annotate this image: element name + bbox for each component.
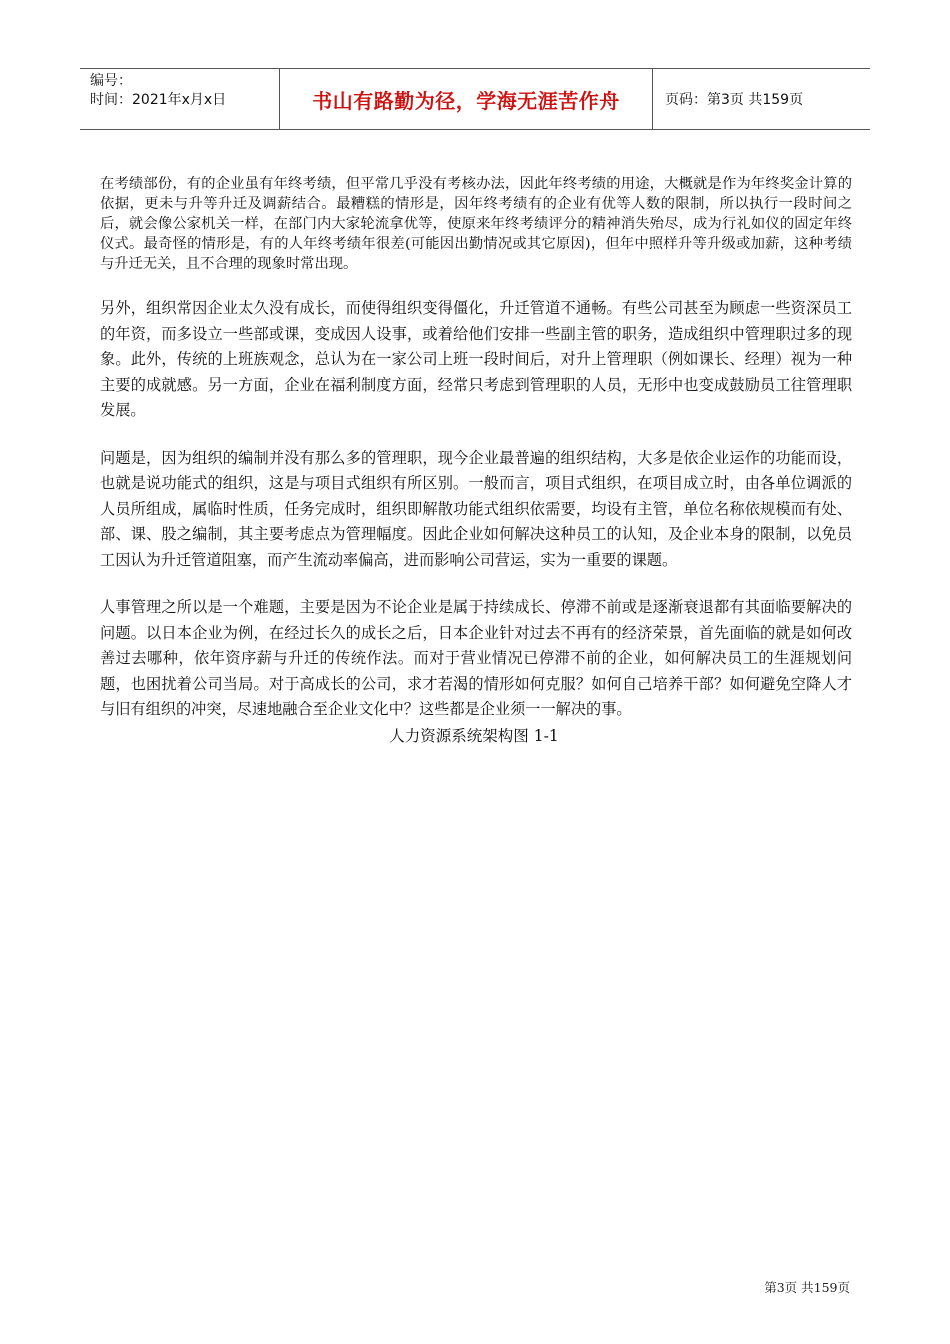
page-header [80,68,870,130]
paragraph-appraisal: 在考绩部份，有的企业虽有年终考绩，但平常几乎没有考核办法，因此年终考绩的用途，大概就是作为年终奖金计算的依据，更未与升等升迁及调薪结合。最糟糕的情形是，因年终考绩有的企业有优等人数的限制，所以执行一段时间之后，就会像公家机关一样，在部门内大家轮流拿优等，使原来年终考绩评分的精神消失殆尽，成为行礼如仪的固定年终仪式。最奇怪的情形是，有的人年终考绩年很差(可能因出勤情况或其它原因)，但年中照样升等升级或加薪，这种考绩与升迁无关，且不合理的现象时常出现。 [100,176,852,272]
figure-caption: 人力资源系统架构图 1-1 [389,726,559,745]
header-page-code: 页码：第3页 共159页 [665,92,804,108]
header-motto: 书山有路勤为径，学海无涯苦作舟 [280,69,653,129]
header-meta-cell [80,69,280,129]
date-text: 时间：2021年x月x日 [90,92,227,108]
document-body [100,174,852,748]
page-footer: 第3页 共159页 [764,1280,850,1295]
doc-number-label: 编号： [90,73,132,89]
paragraph-personnel: 人事管理之所以是一个难题，主要是因为不论企业是属于持续成长、停滞不前或是逐渐衰退都有其面临要解决的问题。以日本企业为例，在经过长久的成长之后，日本企业针对过去不再有的经济荣景，首先面临的就是如何改善过去哪种，依年资序薪与升迁的传统作法。而对于营业情况已停滞不前的企业，如何解决员工的生涯规划问题，也困扰着公司当局。对于高成长的公司，求才若渴的情形如何克服？如何自己培养干部？如何避免空降人才与旧有组织的冲突，尽速地融合至企业文化中？这些都是企业须一一解决的事。 [100,598,852,718]
paragraph-organization: 另外，组织常因企业太久没有成长，而使得组织变得僵化，升迁管道不通畅。有些公司甚至为顾虑一些资深员工的年资，而多设立一些部或课，变成因人设事，或着给他们安排一些副主管的职务，造成组织中管理职过多的现象。此外，传统的上班族观念，总认为在一家公司上班一段时间后，对升上管理职（例如课长、经理）视为一种主要的成就感。另一方面，企业在福利制度方面，经常只考虑到管理职的人员，无形中也变成鼓励员工往管理职发展。 [100,299,852,419]
paragraph-problem: 问题是，因为组织的编制并没有那么多的管理职，现今企业最普遍的组织结构，大多是依企业运作的功能而设，也就是说功能式的组织，这是与项目式组织有所区别。一般而言，项目式组织，在项目成立时，由各单位调派的人员所组成，属临时性质，任务完成时，组织即解散功能式组织依需要，均设有主管，单位名称依规模而有处、部、课、股之编制，其主要考虑点为管理幅度。因此企业如何解决这种员工的认知，及企业本身的限制，以免员工因认为升迁管道阻塞，而产生流动率偏高，进而影响公司营运，实为一重要的课题。 [100,448,852,569]
